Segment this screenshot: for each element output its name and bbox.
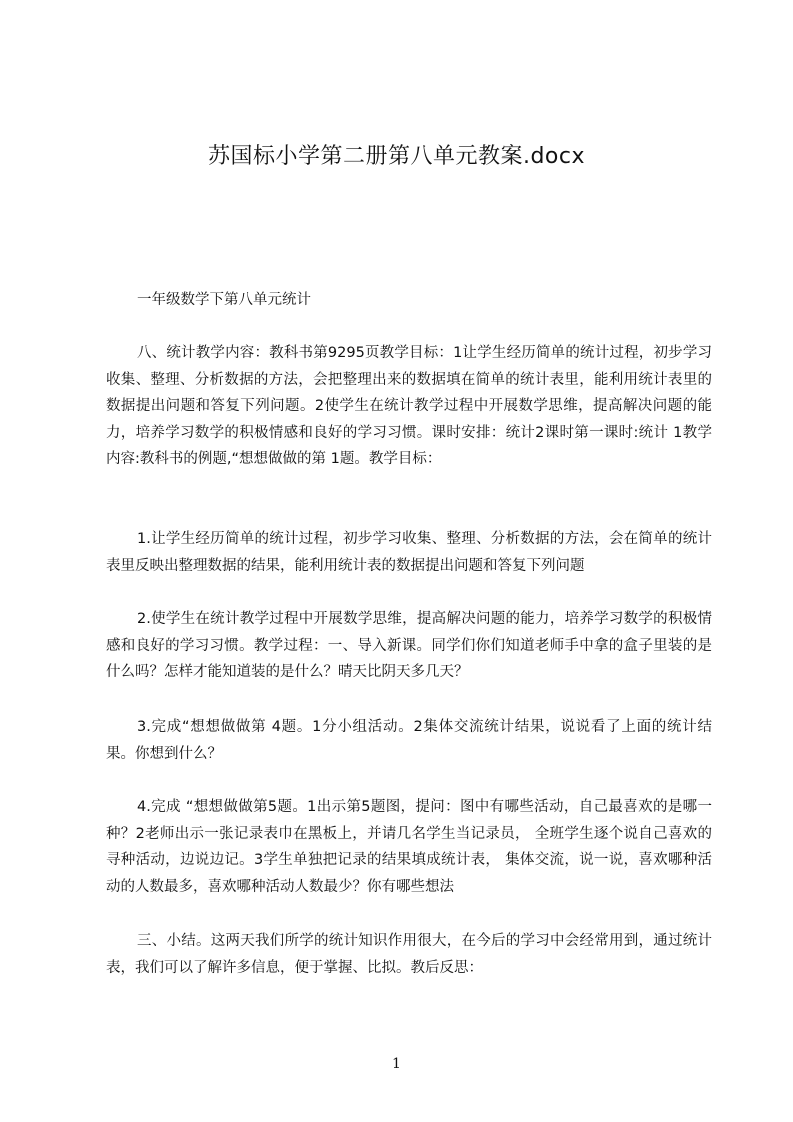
paragraph-3: 2.使学生在统计教学过程中开展数学思维，提高解决问题的能力，培养学习数学的积极情感和良好的学习习惯。教学过程：一、导入新课。同学们你们知道老师手中拿的盒子里装的是什么吗？怎样才能知道装的是什么？晴天比阴天多几天？: [106, 611, 712, 680]
document-title: 苏国标小学第二册第八单元教案.docx: [207, 144, 586, 169]
paragraph-2: 1.让学生经历简单的统计过程，初步学习收集、整理、分析数据的方法，会在简单的统计表里反映出整理数据的结果，能利用统计表的数据提出问题和答复下列问题: [106, 531, 712, 574]
paragraph-1: 八、统计教学内容：教科书第9295页教学目标：1让学生经历简单的统计过程，初步学习收集、整理、分析数据的方法，会把整理出来的数据填在简单的统计表里，能利用统计表里的数据提出问题和答复下列问题。2使学生在统计教学过程中开展数学思维，提高解决问题的能力，培养学习数学的积极情感和良好的学习习惯。课时安排：统计2课时第一课时:统计 1教学内容:教科书的例题,“想想做做的第 1题。教学目标：: [106, 345, 712, 467]
document-subtitle: 一年级数学下第八单元统计: [137, 292, 311, 308]
page-number: 1: [392, 1056, 401, 1072]
paragraph-6: 三、小结。这两天我们所学的统计知识作用很大，在今后的学习中会经常用到，通过统计表，我们可以了解许多信息，便于掌握、比拟。教后反思：: [106, 933, 712, 976]
paragraph-4: 3.完成“想想做做第 4题。1分小组活动。2集体交流统计结果，说说看了上面的统计结果。你想到什么？: [106, 719, 712, 762]
paragraph-5: 4.完成 “想想做做第5题。1出示第5题图，提问：图中有哪些活动，自己最喜欢的是哪一种？2老师出示一张记录表巾在黑板上，并请几名学生当记录员， 全班学生逐个说自己喜欢的寻种活动，边说边记。3学生单独把记录的结果填成统计表， 集体交流，说一说，喜欢哪种活动的人数最多，喜欢哪种活动人数最少？你有哪些想法: [106, 799, 712, 895]
